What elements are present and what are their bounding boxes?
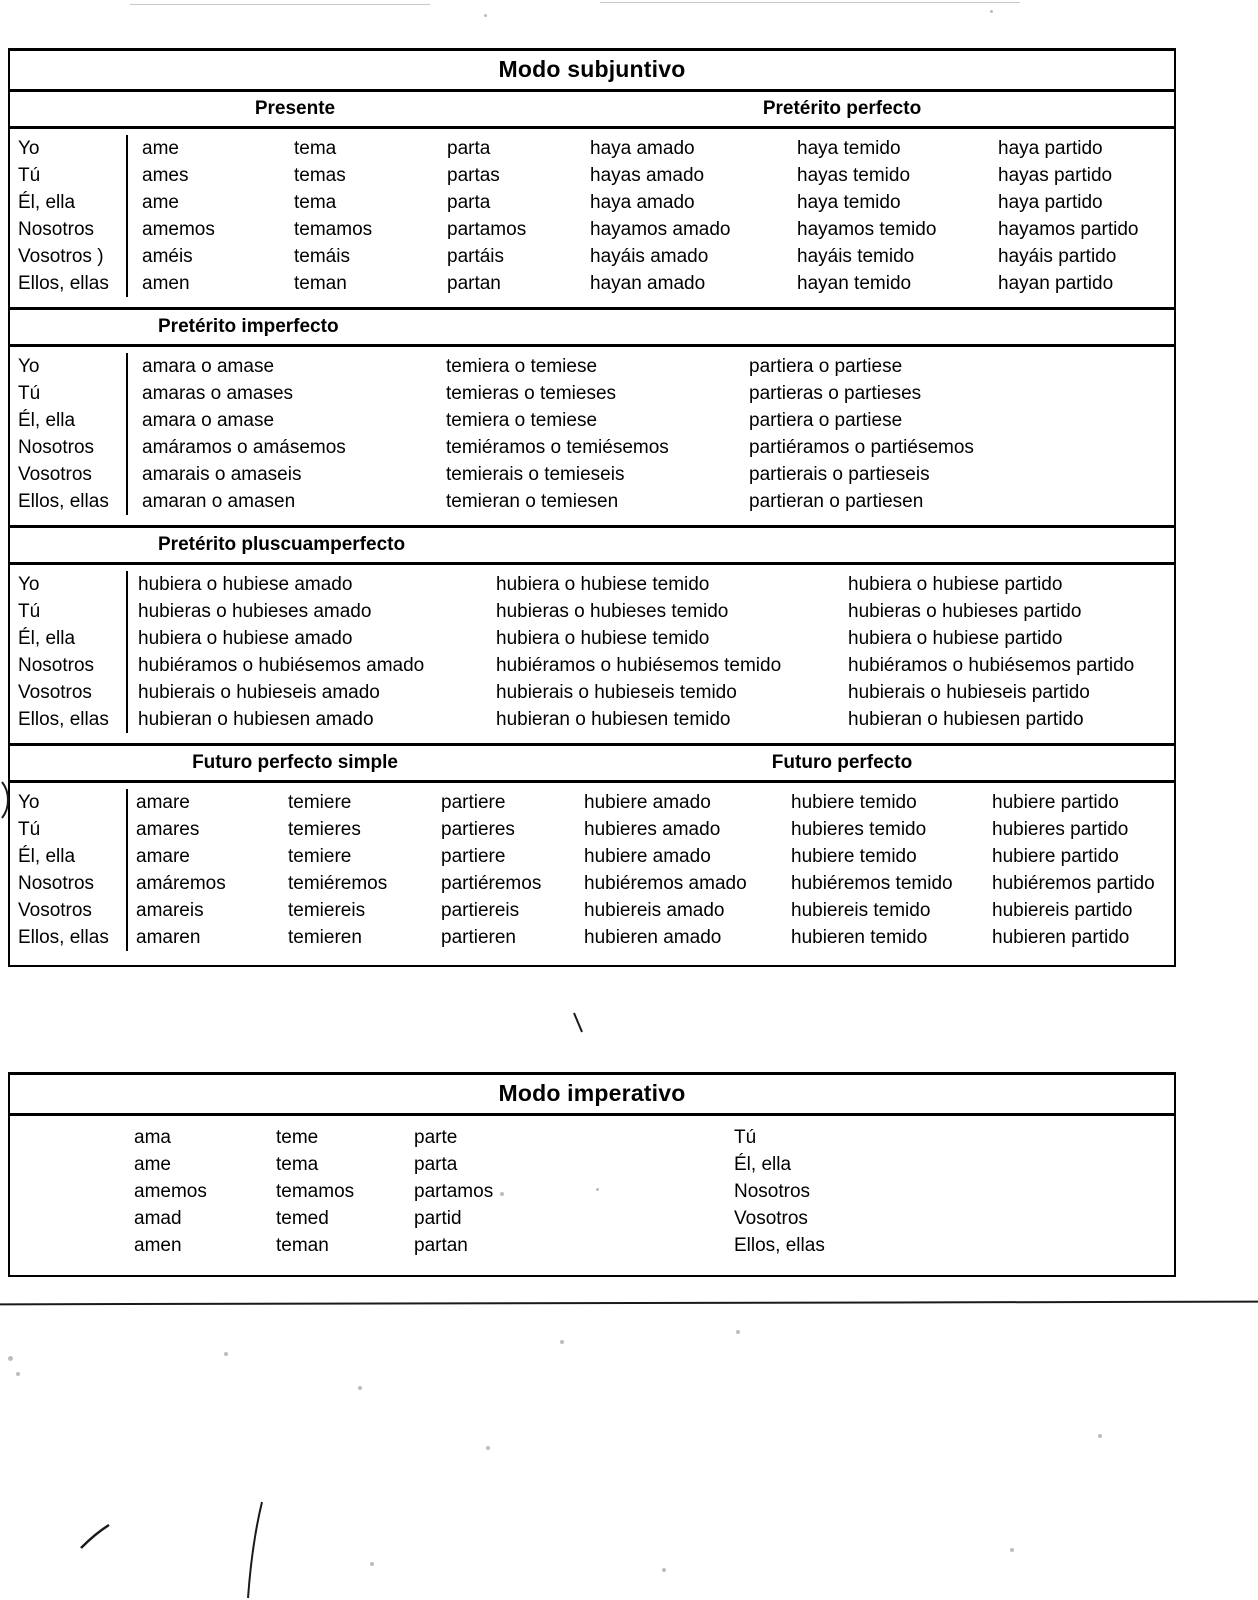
verb-form: ame (142, 192, 179, 214)
verb-form: temiera o temiese (446, 356, 598, 378)
table-row (136, 843, 1192, 870)
verb-form: amareis (136, 900, 204, 922)
verb-form: amaren (136, 927, 201, 949)
verb-form: haya amado (590, 138, 695, 160)
verb-form: hubieres partido (992, 819, 1129, 841)
table-row (136, 816, 1192, 843)
pronoun-ellos-ellas: Ellos, ellas (18, 709, 109, 731)
forms-column (128, 135, 1198, 297)
scan-speck (224, 1352, 228, 1356)
verb-form: teman (294, 273, 347, 295)
verb-form: hubiere partido (992, 792, 1119, 814)
table-row (142, 407, 1174, 434)
verb-form: partiere (441, 846, 506, 868)
verb-form: teman (276, 1235, 329, 1257)
verb-form: hayamos partido (998, 219, 1139, 241)
tense-title-preterito-imperfecto: Pretérito imperfecto (158, 316, 339, 338)
verb-form: partamos (414, 1181, 494, 1203)
subjunctive-mode-title: Modo subjuntivo (10, 51, 1174, 92)
table-row (138, 571, 1174, 598)
pronoun-nosotros: Nosotros (18, 437, 95, 459)
tense-header-pluscuamperfecto (10, 525, 1174, 565)
tense-title-futuro-perfecto: Futuro perfecto (771, 752, 913, 774)
table-row (142, 353, 1174, 380)
pronoun-vosotros: Vosotros (18, 682, 92, 704)
scan-artifact (600, 2, 1020, 3)
verb-form: hubiere amado (584, 792, 711, 814)
verb-form: partieres (441, 819, 515, 841)
pronoun-nosotros: Nosotros (18, 873, 95, 895)
pronoun-tu: Tú (18, 165, 41, 187)
pronoun-yo: Yo (18, 792, 40, 814)
scan-speck (370, 1562, 374, 1566)
scan-speck (484, 14, 487, 17)
verb-form: ames (142, 165, 189, 187)
verb-form: temed (276, 1208, 329, 1230)
verb-form: hayamos amado (590, 219, 731, 241)
table-row (142, 189, 1198, 216)
table-row (10, 1151, 1174, 1178)
verb-form: hubiera o hubiese temido (496, 574, 710, 596)
table-row (10, 1205, 1174, 1232)
verb-form: temierais o temieseis (446, 464, 625, 486)
pronoun-column (10, 353, 128, 515)
verb-form: hubiere temido (791, 792, 917, 814)
table-row (136, 870, 1192, 897)
table-row (142, 488, 1174, 515)
conjugation-block-futuro (10, 783, 1174, 965)
verb-form: hubieran o hubiesen partido (848, 709, 1084, 731)
tense-header-presente (10, 92, 1174, 129)
tense-title-pluscuamperfecto: Pretérito pluscuamperfecto (158, 534, 406, 556)
pronoun-yo: Yo (18, 356, 40, 378)
verb-form: hubieren partido (992, 927, 1130, 949)
table-row (142, 162, 1198, 189)
pronoun-yo: Yo (18, 138, 40, 160)
pronoun-ellos-ellas: Ellos, ellas (18, 491, 109, 513)
verb-form: hubiéramos o hubiésemos partido (848, 655, 1135, 677)
verb-form: hayan partido (998, 273, 1114, 295)
verb-form: partamos (447, 219, 527, 241)
pronoun-yo: Yo (18, 574, 40, 596)
verb-form: temieres (288, 819, 361, 841)
table-row (142, 270, 1198, 297)
table-row (142, 380, 1174, 407)
verb-form: hayan temido (797, 273, 912, 295)
pronoun-nosotros: Nosotros (18, 219, 95, 241)
verb-form: partiéremos (441, 873, 542, 895)
verb-form: hubiera o hubiese partido (848, 574, 1063, 596)
verb-form: hayas partido (998, 165, 1113, 187)
verb-form: hubiéramos o hubiésemos temido (496, 655, 782, 677)
pronoun-el-ella: Él, ella (18, 628, 76, 650)
table-row (136, 897, 1192, 924)
table-row (138, 679, 1174, 706)
pronoun-tu: Tú (734, 1127, 757, 1149)
verb-form: hubieras o hubieses temido (496, 601, 729, 623)
tense-header-preterito-imperfecto (10, 307, 1174, 347)
verb-form: temieran o temiesen (446, 491, 619, 513)
verb-form: ame (142, 138, 179, 160)
tense-header-futuro (10, 743, 1174, 783)
verb-form: temamos (276, 1181, 355, 1203)
scan-speck (990, 10, 993, 13)
pronoun-el-ella: Él, ella (734, 1154, 792, 1176)
verb-form: ama (134, 1127, 171, 1149)
verb-form: amáremos (136, 873, 226, 895)
verb-form: haya partido (998, 138, 1103, 160)
scan-speck (560, 1340, 564, 1344)
pronoun-el-ella: Él, ella (18, 410, 76, 432)
pronoun-el-ella: Él, ella (18, 846, 76, 868)
verb-form: haya temido (797, 192, 901, 214)
verb-form: haya amado (590, 192, 695, 214)
verb-form: temiéremos (288, 873, 388, 895)
verb-form: amara o amase (142, 410, 275, 432)
verb-form: hubiereis temido (791, 900, 931, 922)
pronoun-vosotros: Vosotros (734, 1208, 808, 1230)
verb-form: partan (447, 273, 501, 295)
table-row (142, 216, 1198, 243)
pronoun-el-ella: Él, ella (18, 192, 76, 214)
table-row (10, 1124, 1174, 1151)
verb-form: parta (447, 138, 491, 160)
verb-form: hubieres amado (584, 819, 721, 841)
verb-form: partiere (441, 792, 506, 814)
verb-form: hubiereis amado (584, 900, 725, 922)
scan-speck (662, 1568, 666, 1572)
pronoun-tu: Tú (18, 819, 41, 841)
verb-form: parta (447, 192, 491, 214)
tense-title-preterito-perfecto: Pretérito perfecto (762, 98, 922, 120)
verb-form: hubiere amado (584, 846, 711, 868)
verb-form: amen (134, 1235, 182, 1257)
verb-form: amara o amase (142, 356, 275, 378)
verb-form: hubiéremos amado (584, 873, 747, 895)
conjugation-block-presente (10, 129, 1174, 307)
verb-form: temieras o temieses (446, 383, 617, 405)
verb-form: temiere (288, 846, 352, 868)
verb-form: partierais o partieseis (749, 464, 930, 486)
verb-form: haya partido (998, 192, 1103, 214)
table-row (142, 434, 1174, 461)
verb-form: partieras o partieses (749, 383, 922, 405)
verb-form: hubiere partido (992, 846, 1119, 868)
verb-form: hubiera o hubiese temido (496, 628, 710, 650)
verb-form: hubieras o hubieses amado (138, 601, 372, 623)
scan-speck (16, 1372, 20, 1376)
verb-form: hubieren amado (584, 927, 722, 949)
verb-form: hayas amado (590, 165, 705, 187)
table-row (138, 706, 1174, 733)
verb-form: partieren (441, 927, 516, 949)
verb-form: partas (447, 165, 500, 187)
verb-form: partan (414, 1235, 468, 1257)
verb-form: amáramos o amásemos (142, 437, 346, 459)
verb-form: hubierais o hubieseis partido (848, 682, 1090, 704)
verb-form: hayáis amado (590, 246, 709, 268)
verb-form: hubieras o hubieses partido (848, 601, 1082, 623)
verb-form: hubiera o hubiese amado (138, 628, 353, 650)
pronoun-tu: Tú (18, 601, 41, 623)
pronoun-ellos-ellas: Ellos, ellas (18, 273, 109, 295)
verb-form: amaran o amasen (142, 491, 296, 513)
imperative-table (8, 1072, 1176, 1277)
conjugation-block-pluscuamperfecto (10, 565, 1174, 743)
verb-form: hubiera o hubiese partido (848, 628, 1063, 650)
verb-form: partiera o partiese (749, 356, 903, 378)
pronoun-nosotros: Nosotros (734, 1181, 811, 1203)
pronoun-vosotros: Vosotros ) (18, 246, 104, 268)
stray-pen-mark (240, 1500, 270, 1600)
forms-column (128, 789, 1192, 951)
table-row (142, 243, 1198, 270)
table-row (142, 135, 1198, 162)
verb-form: hubiera o hubiese amado (138, 574, 353, 596)
scan-speck (486, 1446, 490, 1450)
verb-form: partiéramos o partiésemos (749, 437, 974, 459)
verb-form: temiera o temiese (446, 410, 598, 432)
pronoun-vosotros: Vosotros (18, 464, 92, 486)
verb-form: partiera o partiese (749, 410, 903, 432)
verb-form: amad (134, 1208, 182, 1230)
verb-form: ame (134, 1154, 171, 1176)
forms-column (128, 353, 1174, 515)
scan-speck (8, 1356, 13, 1361)
pronoun-column (10, 571, 128, 733)
verb-form: amemos (142, 219, 215, 241)
forms-column (128, 571, 1174, 733)
table-row (142, 461, 1174, 488)
verb-form: amen (142, 273, 190, 295)
verb-form: amare (136, 792, 190, 814)
table-row (10, 1232, 1174, 1259)
verb-form: partid (414, 1208, 462, 1230)
verb-form: hubiéramos o hubiésemos amado (138, 655, 425, 677)
scan-artifact (130, 4, 430, 5)
table-row (136, 924, 1192, 951)
verb-form: hubieran o hubiesen temido (496, 709, 731, 731)
subjunctive-table (8, 48, 1176, 967)
pronoun-column (10, 135, 128, 297)
verb-form: hubieran o hubiesen amado (138, 709, 374, 731)
verb-form: partieran o partiesen (749, 491, 924, 513)
verb-form: hayáis temido (797, 246, 915, 268)
verb-form: hubierais o hubieseis temido (496, 682, 737, 704)
verb-form: amares (136, 819, 200, 841)
verb-form: tema (294, 192, 337, 214)
verb-form: améis (142, 246, 193, 268)
pronoun-column (10, 789, 128, 951)
stray-pen-mark (570, 1010, 590, 1036)
verb-form: hubieren temido (791, 927, 928, 949)
verb-form: hubierais o hubieseis amado (138, 682, 380, 704)
table-row (138, 625, 1174, 652)
verb-form: hayas temido (797, 165, 911, 187)
table-row (138, 598, 1174, 625)
imperative-mode-title: Modo imperativo (10, 1075, 1174, 1116)
verb-form: amarais o amaseis (142, 464, 302, 486)
tense-title-presente: Presente (254, 98, 336, 120)
verb-form: hubiere temido (791, 846, 917, 868)
stray-pen-mark (75, 1520, 115, 1555)
verb-form: temiereis (288, 900, 366, 922)
verb-form: temieren (288, 927, 362, 949)
verb-form: amaras o amases (142, 383, 294, 405)
verb-form: parta (414, 1154, 458, 1176)
table-row (138, 652, 1174, 679)
verb-form: hubiereis partido (992, 900, 1133, 922)
scan-speck (1098, 1434, 1102, 1438)
pronoun-tu: Tú (18, 383, 41, 405)
conjugation-block-preterito-imperfecto (10, 347, 1174, 525)
verb-form: temiere (288, 792, 352, 814)
verb-form: hubiéremos temido (791, 873, 953, 895)
conjugation-block-imperative (10, 1116, 1174, 1275)
table-row (136, 789, 1192, 816)
pronoun-vosotros: Vosotros (18, 900, 92, 922)
scan-speck (358, 1386, 362, 1390)
verb-form: haya temido (797, 138, 901, 160)
scan-speck (1010, 1548, 1014, 1552)
verb-form: teme (276, 1127, 319, 1149)
scan-speck (736, 1330, 740, 1334)
tense-title-futuro-perfecto-simple: Futuro perfecto simple (192, 752, 398, 774)
pronoun-ellos-ellas: Ellos, ellas (18, 927, 109, 949)
verb-form: hayamos temido (797, 219, 937, 241)
verb-form: tema (276, 1154, 319, 1176)
verb-form: parte (414, 1127, 458, 1149)
verb-form: temamos (294, 219, 373, 241)
verb-form: temáis (294, 246, 350, 268)
verb-form: partiereis (441, 900, 520, 922)
verb-form: temas (294, 165, 346, 187)
verb-form: hayan amado (590, 273, 706, 295)
verb-form: hayáis partido (998, 246, 1117, 268)
verb-form: amemos (134, 1181, 207, 1203)
verb-form: hubieres temido (791, 819, 927, 841)
table-row (10, 1178, 1174, 1205)
pronoun-nosotros: Nosotros (18, 655, 95, 677)
verb-form: temiéramos o temiésemos (446, 437, 669, 459)
verb-form: tema (294, 138, 337, 160)
verb-form: amare (136, 846, 190, 868)
page-rule (0, 1301, 1258, 1306)
verb-form: partáis (447, 246, 505, 268)
verb-form: hubiéremos partido (992, 873, 1155, 895)
pronoun-ellos-ellas: Ellos, ellas (734, 1235, 825, 1257)
